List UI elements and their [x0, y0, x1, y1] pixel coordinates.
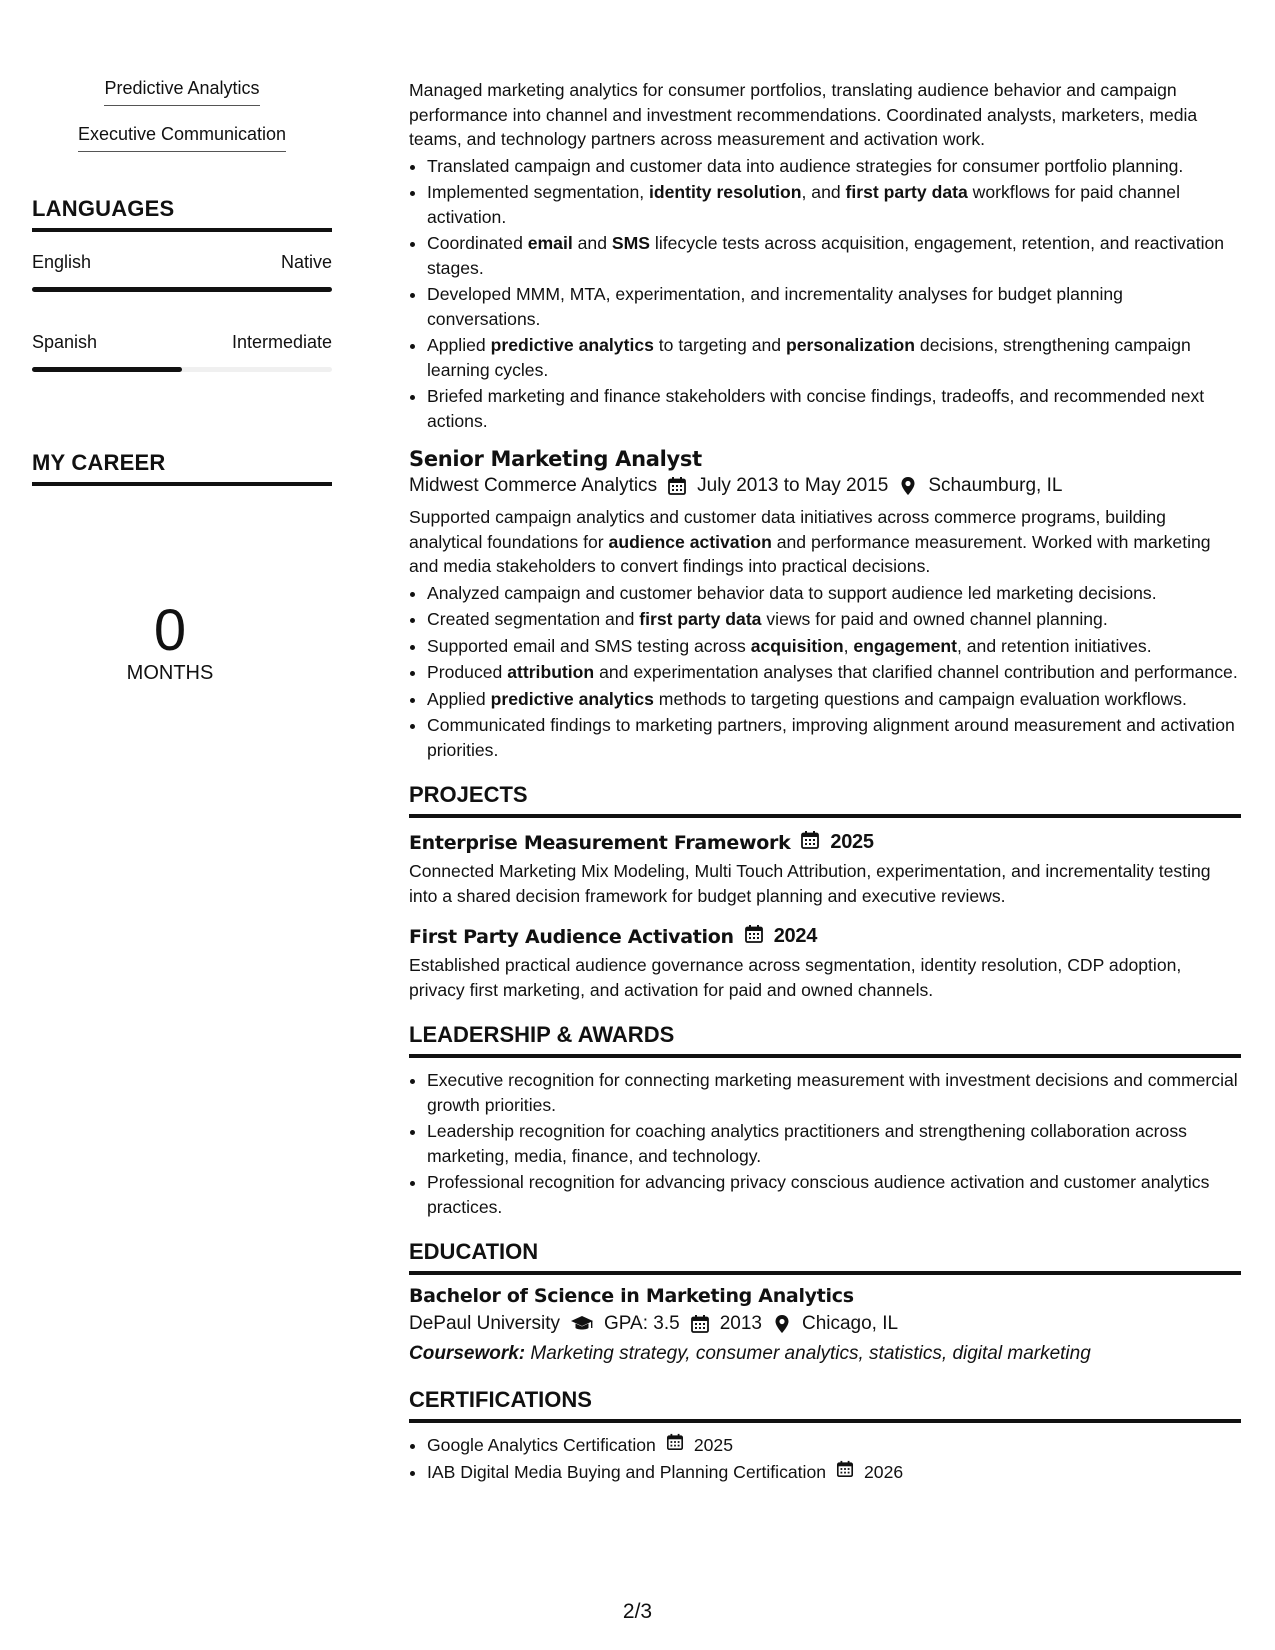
map-pin-icon [772, 1314, 792, 1334]
projects-heading: PROJECTS [409, 782, 1241, 818]
job-meta [409, 475, 1241, 497]
list-item: • Supported email and SMS testing across acquisition, engagement, and retention initiatives. [427, 634, 1241, 659]
job-bullets [409, 154, 1241, 434]
calendar-icon [666, 1433, 684, 1458]
job-summary: Managed marketing analytics for consumer portfolios, translating audience behavior and campaign performance into channel and investment recommendations. Coordinated analysts, marketers, media teams, and technology partners across measurement and activation work. [409, 80, 1198, 149]
language-level: Intermediate [231, 332, 332, 352]
languages-heading: LANGUAGES [32, 196, 332, 232]
certification-name: • IAB Digital Media Buying and Planning Certification [427, 1461, 827, 1482]
company-name: Midwest Commerce Analytics [409, 475, 658, 496]
gpa: GPA: 3.5 [604, 1313, 680, 1334]
sidebar [32, 78, 352, 685]
education-meta [409, 1313, 1241, 1335]
leadership-bullets [409, 1068, 1241, 1219]
project-title-row [409, 924, 1241, 949]
list-item: • Translated campaign and customer data into audience strategies for consumer portfolio planning. [427, 154, 1241, 179]
job-title: Senior Marketing Analyst [409, 447, 702, 471]
language-name: Spanish [32, 332, 98, 352]
list-item: • Applied predictive analytics methods to targeting questions and campaign evaluation workflows. [427, 687, 1241, 712]
language-proficiency-bar [32, 287, 332, 292]
certification-name: • Google Analytics Certification [427, 1435, 656, 1455]
degree-title: Bachelor of Science in Marketing Analytics [409, 1285, 854, 1307]
main-content [409, 78, 1241, 1486]
project-title: First Party Audience Activation [409, 925, 734, 948]
list-item: • Executive recognition for connecting marketing measurement with investment decisions and commercial growth priorities. [427, 1068, 1241, 1117]
language-proficiency-bar [32, 367, 332, 372]
list-item: • Analyzed campaign and customer behavior data to support audience led marketing decisions. [427, 581, 1241, 606]
list-item: • Applied predictive analytics to targeting and personalization decisions, strengthening campaign learning cycles. [427, 333, 1241, 382]
page-number: 2/3 [622, 1600, 653, 1623]
list-item [427, 1460, 1241, 1485]
project-year: 2024 [773, 925, 818, 947]
list-item: • Leadership recognition for coaching analytics practitioners and strengthening collaboration across marketing, media, finance, and technology. [427, 1119, 1241, 1168]
certification-year: 2026 [864, 1461, 904, 1482]
list-item [427, 1433, 1241, 1458]
list-item: • Produced attribution and experimentation analyses that clarified channel contribution and performance. [427, 660, 1241, 685]
career-unit: MONTHS [126, 662, 214, 684]
graduation-year: 2013 [719, 1313, 762, 1334]
language-proficiency-fill [32, 367, 182, 372]
job-bullets [409, 581, 1241, 763]
map-pin-icon [898, 476, 918, 496]
project-year: 2025 [830, 831, 874, 853]
certifications-heading: CERTIFICATIONS [409, 1387, 1241, 1423]
job-location: Schaumburg, IL [928, 475, 1063, 496]
project-description: Connected Marketing Mix Modeling, Multi Touch Attribution, experimentation, and incrementality testing into a shared decision framework for budget planning and executive reviews. [409, 861, 1211, 906]
school-name: DePaul University [409, 1313, 560, 1334]
list-item: • Created segmentation and first party data views for paid and owned channel planning. [427, 607, 1241, 632]
language-proficiency-fill [32, 287, 332, 292]
list-item: • Communicated findings to marketing partners, improving alignment around measurement and activation priorities. [427, 713, 1241, 762]
leadership-heading: LEADERSHIP & AWARDS [409, 1022, 1241, 1058]
skill-tag: Predictive Analytics [104, 78, 259, 106]
certification-list [409, 1433, 1241, 1484]
project-title: Enterprise Measurement Framework [409, 831, 791, 854]
career-stat [32, 600, 308, 685]
language-row [32, 332, 332, 353]
language-row [32, 252, 332, 273]
calendar-icon [667, 476, 687, 496]
coursework [409, 1343, 1241, 1365]
list-item: • Professional recognition for advancing privacy conscious audience activation and customer analytics practices. [427, 1170, 1241, 1219]
list-item: • Briefed marketing and finance stakeholders with concise findings, tradeoffs, and recommended next actions. [427, 384, 1241, 433]
certification-year: 2025 [693, 1435, 733, 1455]
languages-list [32, 252, 332, 372]
calendar-icon [800, 830, 820, 855]
project-item [409, 830, 1241, 908]
graduation-cap-icon [570, 1314, 594, 1334]
school-location: Chicago, IL [801, 1313, 899, 1334]
skill-list [32, 78, 332, 196]
calendar-icon [690, 1314, 710, 1334]
list-item: • Implemented segmentation, identity resolution, and first party data workflows for paid channel activation. [427, 180, 1241, 229]
language-level: Native [280, 252, 332, 272]
list-item: • Coordinated email and SMS lifecycle tests across acquisition, engagement, retention, and reactivation stages. [427, 231, 1241, 280]
job-summary: Supported campaign analytics and customer data initiatives across commerce programs, building analytical foundations for audience activation and performance measurement. Worked with marketing and media stakeholders to convert findings into practical decisions. [409, 507, 1211, 576]
coursework-label: Coursework: [409, 1343, 526, 1364]
list-item: • Developed MMM, MTA, experimentation, and incrementality analyses for budget planning conversations. [427, 282, 1241, 331]
language-name: English [32, 252, 92, 272]
project-description: Established practical audience governance across segmentation, identity resolution, CDP adoption, privacy first marketing, and activation for paid and owned channels. [409, 955, 1182, 1000]
career-value: 0 [153, 598, 187, 663]
career-heading: MY CAREER [32, 450, 332, 486]
job-dates: July 2013 to May 2015 [697, 475, 889, 496]
coursework-text: Marketing strategy, consumer analytics, statistics, digital marketing [530, 1343, 1091, 1364]
skill-tag: Executive Communication [78, 124, 286, 152]
calendar-icon [836, 1460, 854, 1485]
project-title-row [409, 830, 1241, 855]
education-heading: EDUCATION [409, 1239, 1241, 1275]
calendar-icon [744, 924, 764, 949]
project-item [409, 924, 1241, 1002]
